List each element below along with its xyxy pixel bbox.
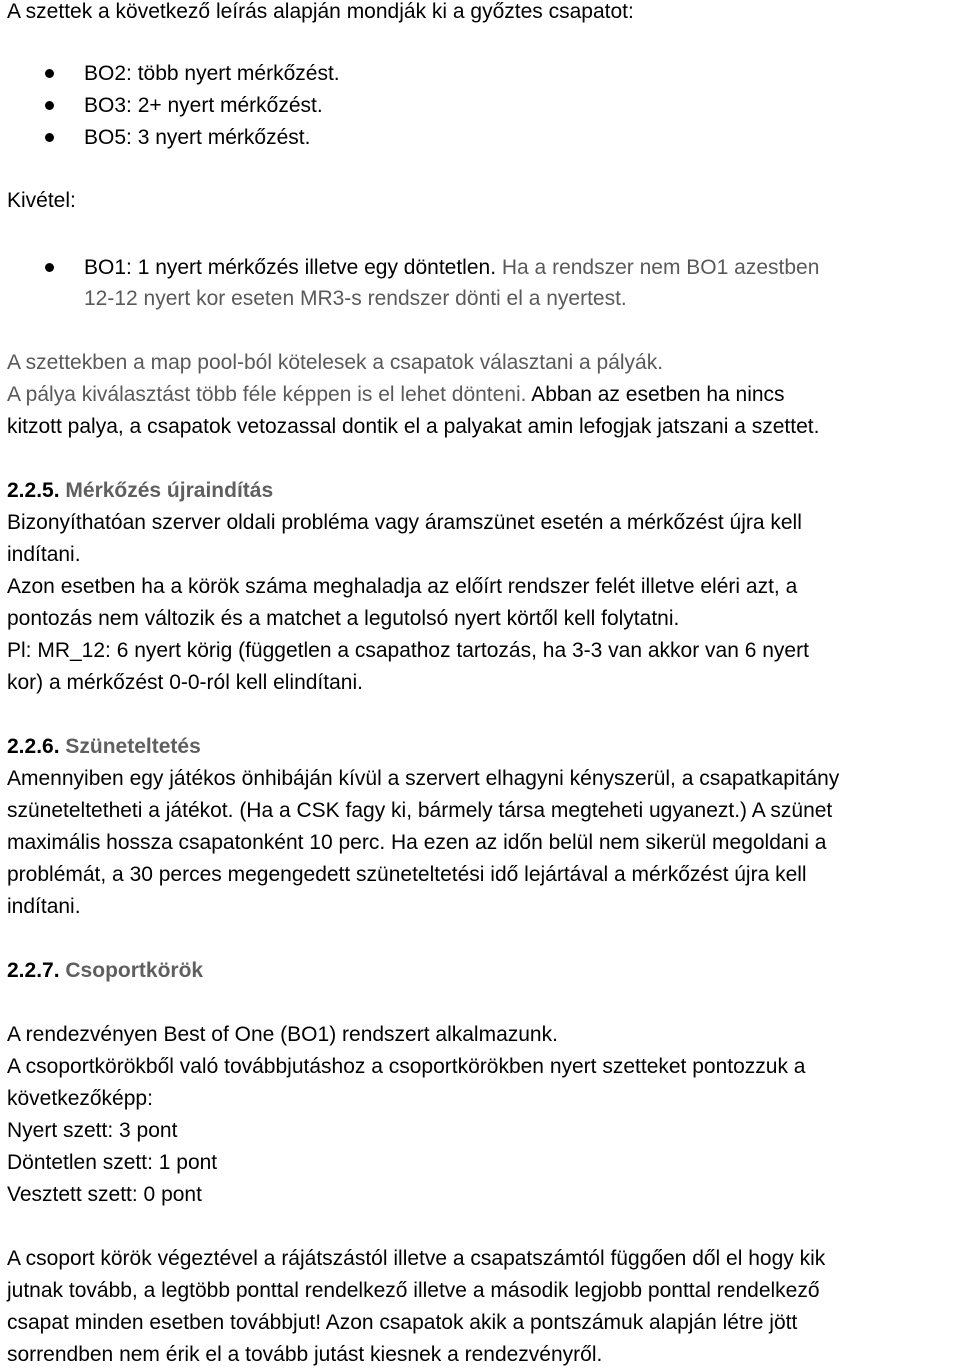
paragraph-line: sorrendben nem érik el a tovább jutást kiesnek a rendezvényről. [7,1343,603,1366]
intro-text: A szettek a következő leírás alapján mondják ki a győztes csapatot: [7,0,634,23]
points-line: Nyert szett: 3 pont [7,1119,178,1142]
paragraph-line: jutnak tovább, a legtöbb ponttal rendelkező illetve a második legjobb ponttal rendelkező [7,1279,820,1302]
bullet-icon [45,263,54,272]
paragraph-line: problémát, a 30 perces megengedett szüneteltetési idő lejártával a mérkőzést újra kell [7,863,807,886]
paragraph-line: kor) a mérkőzést 0-0-ról kell elindítani. [7,671,363,694]
paragraph-line: maximális hossza csapatonként 10 perc. Ha ezen az időn belül nem sikerül megoldani a [7,831,827,854]
exception-label: Kivétel: [7,189,76,212]
paragraph-line: A rendezvényen Best of One (BO1) rendszert alkalmazunk. [7,1023,558,1046]
exception-item-line: 12-12 nyert kor eseten MR3-s rendszer dönti el a nyertest. [84,287,627,310]
section-heading [7,475,273,507]
paragraph-line: következőképp: [7,1087,153,1110]
paragraph-line: A csoportkörökből való továbbjutáshoz a csoportkörökben nyert szetteket pontozzuk a [7,1055,806,1078]
bullet-icon [45,69,54,78]
section-title: Szüneteltetés [65,735,201,758]
map-pool-veto: Abban az esetben ha nincs [526,383,785,406]
paragraph-line: Azon esetben ha a körök száma meghaladja az előírt rendszer felét illetve eléri azt, a [7,575,798,598]
section-number: 2.2.6. [7,735,60,758]
section-heading [7,955,203,987]
section-heading [7,731,201,763]
bo-list-item: BO5: 3 nyert mérkőzést. [84,126,311,149]
paragraph-line: csapat minden esetben továbbjut! Azon csapatok akik a pontszámuk alapján létre jött [7,1311,798,1334]
bo-list-item: BO2: több nyert mérkőzést. [84,62,340,85]
paragraph-line: Bizonyíthatóan szerver oldali probléma vagy áramszünet esetén a mérkőzést újra kell [7,511,802,534]
map-pool-text: A szettekben a map pool-ból kötelesek a csapatok választani a pályák. [7,351,664,374]
paragraph-line: Pl: MR_12: 6 nyert körig (független a csapathoz tartozás, ha 3-3 van akkor van 6 nyert [7,639,809,662]
points-line: Vesztett szett: 0 pont [7,1183,202,1206]
section-number: 2.2.5. [7,479,60,502]
section-number: 2.2.7. [7,959,60,982]
bullet-icon [45,101,54,110]
paragraph-line: Amennyiben egy játékos önhibáján kívül a szervert elhagyni kényszerül, a csapatkapitány [7,767,840,790]
paragraph-line: pontozás nem változik és a matchet a legutolsó nyert körtől kell folytatni. [7,607,680,630]
paragraph-line: indítani. [7,543,81,566]
exception-item-text: BO1: 1 nyert mérkőzés illetve egy döntetlen. [84,256,497,279]
map-pool-text [7,379,785,411]
section-title: Csoportkörök [65,959,204,982]
paragraph-line: A csoport körök végeztével a rájátszástól illetve a csapatszámtól függően dől el hogy kik [7,1247,826,1270]
bullet-icon [45,133,54,142]
map-pool-choice: A pálya kiválasztást több féle képpen is el lehet dönteni. [7,383,527,406]
exception-item-line [84,252,819,284]
points-line: Döntetlen szett: 1 pont [7,1151,218,1174]
paragraph-line: szüneteltetheti a játékot. (Ha a CSK fagy ki, bármely társa megteheti ugyanezt.) A szünet [7,799,833,822]
map-pool-text: kitzott palya, a csapatok vetozassal dontik el a palyakat amin lefogjak jatszani a szettet. [7,415,820,438]
paragraph-line: indítani. [7,895,81,918]
bo-list-item: BO3: 2+ nyert mérkőzést. [84,94,323,117]
exception-item-note: Ha a rendszer nem BO1 azestben [496,256,820,279]
section-title: Mérkőzés újraindítás [65,479,274,502]
